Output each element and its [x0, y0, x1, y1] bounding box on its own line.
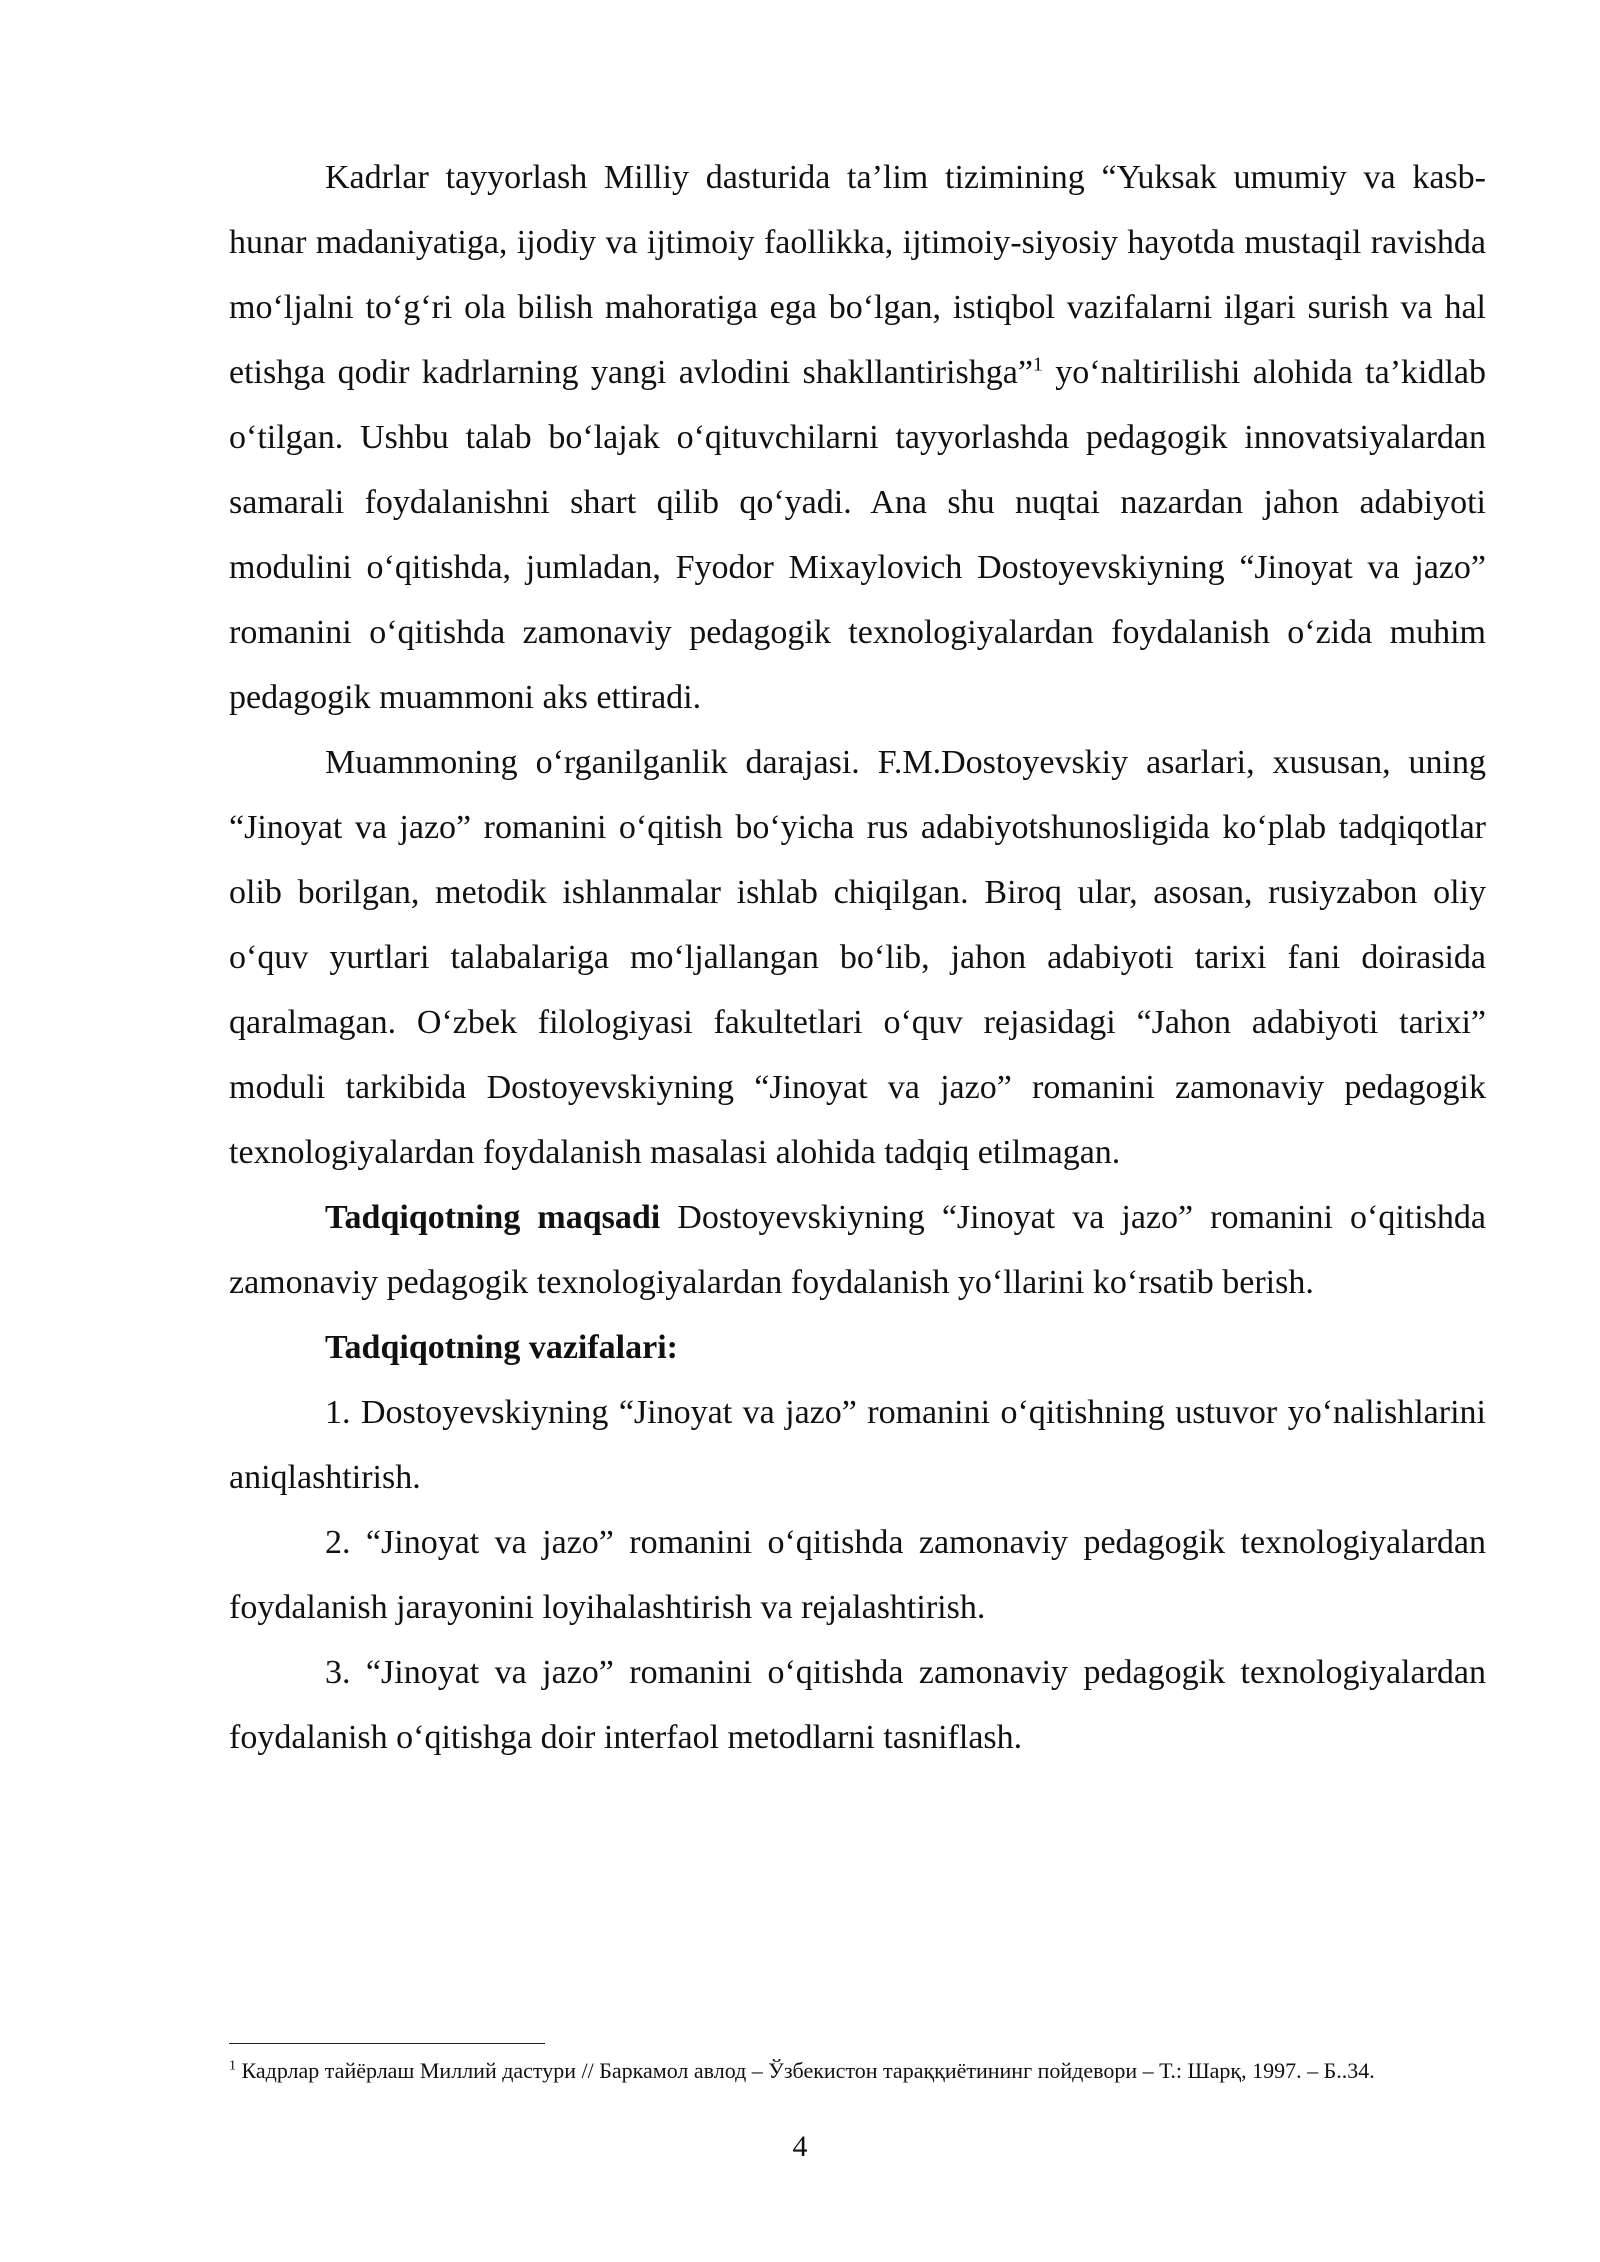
tasks-heading: Tadqiqotning vazifalari: — [325, 1329, 678, 1366]
paragraph-research-goal — [229, 1185, 1486, 1315]
paragraph-intro-main: Kadrlar tayyorlash Milliy dasturida ta’lim tizimining “Yuksak umumiy va kasb-hunar madaniyatiga, ijodiy va ijtimoiy faollikka, ijtimoiy-siyosiy hayotda mustaqil ravishda mo‘ljalni to‘g‘ri ola bilish mahoratiga ega bo‘lgan, istiqbol vazifalarni ilgari surish va hal etishga qodir kadrlarning yangi avlodini shakllantirishga” — [229, 159, 1486, 391]
footnote-reference[interactable]: 1 — [1032, 353, 1043, 376]
paragraph-intro-rest: yo‘naltirilishi alohida ta’kidlab o‘tilgan. Ushbu talab bo‘lajak o‘qituvchilarni tayyorlashda pedagogik innovatsiyalardan samarali foydalanishni shart qilib qo‘yadi. Ana shu nuqtai nazardan jahon adabiyoti modulini o‘qitishda, jumladan, Fyodor Mixaylovich Dostoyevskiyning “Jinoyat va jazo” romanini o‘qitishda zamonaviy pedagogik texnologiyalardan foydalanish o‘zida muhim pedagogik muammoni aks ettiradi. — [229, 354, 1486, 716]
footnote-number: 1 — [229, 2058, 236, 2074]
task-item-3: 3. “Jinoyat va jazo” romanini o‘qitishda zamonaviy pedagogik texnologiyalardan foydalanish o‘qitishga doir interfaol metodlarni tasniflash. — [229, 1654, 1486, 1756]
footnote-text: Кадрлар тайёрлаш Миллий дастури // Баркамол авлод – Ўзбекистон тараққиётининг пойдевори – Т.: Шарқ, 1997. – Б..34. — [236, 2058, 1375, 2083]
footnote-separator — [229, 2043, 545, 2044]
footnote — [229, 2054, 1486, 2087]
page-number: 4 — [792, 2130, 808, 2163]
research-goal-label: Tadqiqotning maqsadi — [325, 1199, 661, 1236]
paragraph-intro — [229, 145, 1486, 730]
paragraph-problem-study: Muammoning o‘rganilganlik darajasi. F.M.Dostoyevskiy asarlari, xususan, uning “Jinoyat va jazo” romanini o‘qitish bo‘yicha rus adabiyotshunosligida ko‘plab tadqiqotlar olib borilgan, metodik ishlanmalar ishlab chiqilgan. Biroq ular, asosan, rusiyzabon oliy o‘quv yurtlari talabalariga mo‘ljallangan bo‘lib, jahon adabiyoti tarixi fani doirasida qaralmagan. O‘zbek filologiyasi fakultetlari o‘quv rejasidagi “Jahon adabiyoti tarixi” moduli tarkibida Dostoyevskiyning “Jinoyat va jazo” romanini zamonaviy pedagogik texnologiyalardan foydalanish masalasi alohida tadqiq etilmagan. — [229, 744, 1486, 1171]
task-item-2: 2. “Jinoyat va jazo” romanini o‘qitishda zamonaviy pedagogik texnologiyalardan foydalanish jarayonini loyihalashtirish va rejalashtirish. — [229, 1524, 1486, 1626]
document-body — [229, 145, 1486, 1770]
research-goal-text: Dostoyevskiyning “Jinoyat va jazo” romanini o‘qitishda zamonaviy pedagogik texnologiyalardan foydalanish yo‘llarini ko‘rsatib berish. — [229, 1199, 1486, 1301]
task-item-1: 1. Dostoyevskiyning “Jinoyat va jazo” romanini o‘qitishning ustuvor yo‘nalishlarini aniqlashtirish. — [229, 1394, 1486, 1496]
